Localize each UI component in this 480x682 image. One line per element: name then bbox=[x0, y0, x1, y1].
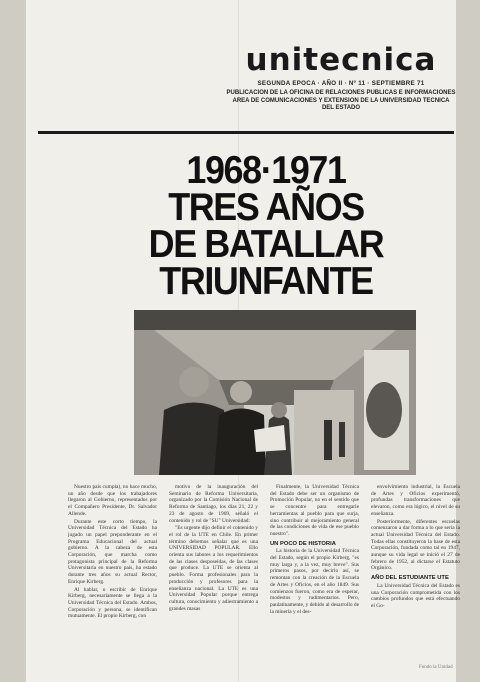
masthead-logo: unitecnica bbox=[245, 42, 437, 78]
article-paragraph: Finalmente, la Universidad Técnica del Estado debe ser un organismo de Promoción Popular, no en el sentido que se concentre para entregarle herramientas al pueblo para que surja, sino contribuir al mejoramiento general de las condiciones de vida de ese pueblo nuestro". bbox=[270, 484, 359, 537]
publisher-line: PUBLICACION DE LA OFICINA DE RELACIONES PUBLICAS E INFORMACIONES bbox=[226, 90, 456, 96]
article-column-4 bbox=[371, 484, 460, 674]
article-paragraph: Posteriormente, diferentes escuelas comenzaron a dar forma a lo que sería la actual Universidad Técnica del Estado. Todas ellas constituyeron la base de esta Corporación, fundada como tal en 1947, aunque su vida legal se inició el 27 de febrero de 1952, al dictarse el Estatuto Orgánico. bbox=[371, 518, 460, 572]
publisher-info bbox=[226, 90, 456, 113]
article-paragraph: La historia de la Universidad Técnica del Estado, según el propio Kirberg, "es muy larga y, a la vez, muy breve". Sus primeros pasos, por decirlo así, se remontan con la creación de la Escuela de Artes y Oficios, en el año 1849. Sus comienzos fueron, como era de esperar, modestos y rudimentarios. Pero, paulatinamente, y debido al desarrollo de la minería y el des- bbox=[270, 548, 359, 615]
article-paragraph: "Es urgente dijo definir el contenido y el rol de la UTE en Chile. En primer término debemos señalar que es una UNIVERSIDAD POPULAR. Ello orienta sus labores a los requerimientos de las clases desposeídas, de las clases que produce. La UTE se orienta al pueblo. Forma profesionales para la producción y profesores para la enseñanza nacional. La UTE es una Universidad Popular porque entrega cultura, conocimiento y adiestramiento a grandes masas bbox=[169, 525, 258, 612]
archive-stamp: Fondo la Unidad bbox=[419, 665, 453, 670]
article-paragraph: envolvimiento industrial, la Escuela de Artes y Oficios experimentó, profundas transformaciones que elevaron, como era lógico, el nivel de su enseñanza. bbox=[371, 484, 460, 517]
article-column-3 bbox=[270, 484, 359, 674]
headline-line: TRIUNFANTE bbox=[159, 260, 373, 303]
masthead bbox=[226, 42, 456, 113]
article-paragraph: La Universidad Técnica del Estado es una Corporación comprometida con los cambios profundos que está efectuando el Go- bbox=[371, 582, 460, 609]
headline-line: DE BATALLAR bbox=[148, 223, 384, 266]
article-paragraph: Nuestro país cumpla), no hace mucho, un año desde que los trabajadores llegaron al Gobierno, representados por el Compañero Presidente, Dr. Salvador Allende. bbox=[68, 484, 157, 517]
newspaper-page bbox=[26, 0, 460, 682]
article-columns bbox=[68, 484, 460, 674]
headline-line: 1968·1971 bbox=[186, 149, 346, 192]
edition-line: SEGUNDA EPOCA · AÑO II · Nº 11 · SEPTIEMBRE 71 bbox=[257, 80, 425, 87]
publisher-line: AREA DE COMUNICACIONES Y EXTENSION DE LA UNIVERSIDAD TECNICA bbox=[232, 97, 450, 104]
article-column-1 bbox=[68, 484, 157, 674]
section-heading: AÑO DEL ESTUDIANTE UTE bbox=[371, 575, 449, 582]
article-column-2 bbox=[169, 484, 258, 674]
masthead-rule bbox=[38, 131, 454, 134]
publisher-line: DEL ESTADO bbox=[321, 105, 361, 111]
headline bbox=[66, 149, 466, 303]
article-paragraph: Al hablar, o escribir de Enrique Kirberg, necesariamente se llega a la Universidad Técnica del Estado. Ambos, Corporación y persona, se identifican mutuamente. El propio Kirberg, con bbox=[68, 586, 157, 620]
photo-illustration bbox=[134, 310, 416, 475]
article-paragraph: Durante este corto tiempo, la Universidad Técnica del Estado ha jugado un papel preponderante en el Programa Educacional del actual gobierno. A la cabeza de esta Corporación, que marcha como protagonista principal de la Reforma Universitaria en nuestro país, ha estado durante tres años su actual Rector, Enrique Kirberg. bbox=[68, 518, 157, 585]
section-heading: UN POCO DE HISTORIA bbox=[270, 540, 336, 547]
headline-line: TRES AÑOS bbox=[168, 186, 364, 229]
article-paragraph: motivo de la inauguración del Seminario de Reforma Universitaria, organizado por la Comisión Nacional de Reforma de Santiago, los días 21, 22 y 23 de agosto de 1969, señaló el contenido y rol de "SU" Universidad: bbox=[169, 484, 258, 524]
news-photo bbox=[134, 310, 416, 475]
